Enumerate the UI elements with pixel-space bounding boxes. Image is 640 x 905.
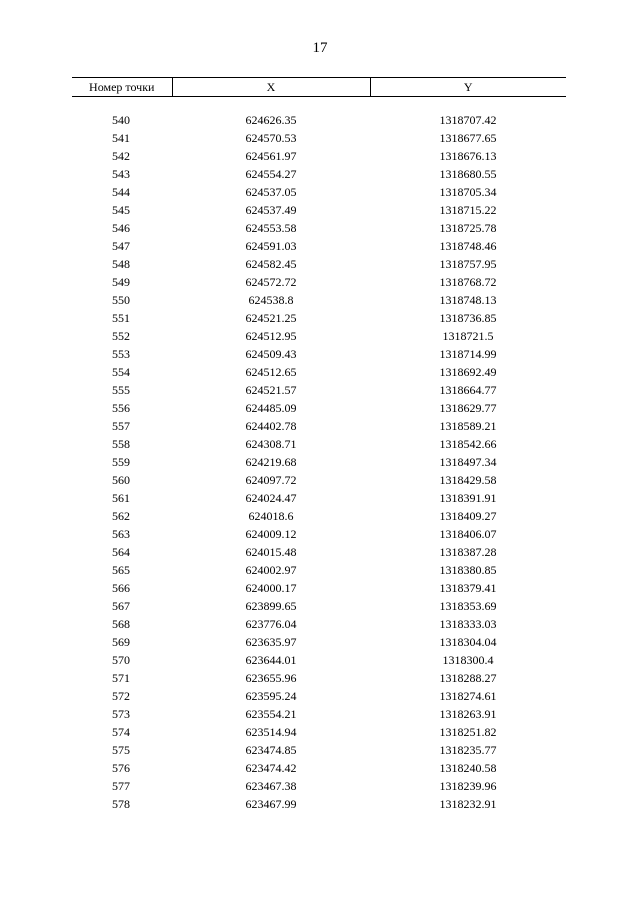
y-cell: 1318353.69 xyxy=(439,599,497,613)
x-cell: 624521.57 xyxy=(245,383,297,397)
point-number-cell: 549 xyxy=(112,275,130,289)
table-row xyxy=(72,219,566,237)
table-row xyxy=(72,201,566,219)
x-cell: 624512.95 xyxy=(245,329,297,343)
table-row xyxy=(72,111,566,129)
x-cell: 623899.65 xyxy=(245,599,297,613)
y-cell: 1318235.77 xyxy=(439,743,497,757)
x-cell: 624015.48 xyxy=(245,545,297,559)
table-row xyxy=(72,633,566,651)
x-cell: 624000.17 xyxy=(245,581,297,595)
point-number-cell: 546 xyxy=(112,221,130,235)
table-row xyxy=(72,525,566,543)
x-cell: 624485.09 xyxy=(245,401,297,415)
x-cell: 624554.27 xyxy=(245,167,297,181)
x-cell: 624553.58 xyxy=(245,221,297,235)
x-cell: 623655.96 xyxy=(245,671,297,685)
point-number-cell: 541 xyxy=(112,131,130,145)
y-cell: 1318263.91 xyxy=(439,707,497,721)
point-number-cell: 556 xyxy=(112,401,130,415)
x-cell: 624561.97 xyxy=(245,149,297,163)
table-row xyxy=(72,759,566,777)
table-row xyxy=(72,615,566,633)
point-number-cell: 569 xyxy=(112,635,130,649)
y-cell: 1318409.27 xyxy=(439,509,497,523)
table-row xyxy=(72,147,566,165)
x-cell: 623554.21 xyxy=(245,707,297,721)
x-cell: 623595.24 xyxy=(245,689,297,703)
page-number: 17 xyxy=(312,40,328,56)
table-row xyxy=(72,741,566,759)
table-row xyxy=(72,291,566,309)
point-number-cell: 551 xyxy=(112,311,130,325)
table-row xyxy=(72,399,566,417)
y-cell: 1318288.27 xyxy=(439,671,497,685)
y-cell: 1318692.49 xyxy=(439,365,497,379)
x-cell: 624009.12 xyxy=(245,527,297,541)
point-number-cell: 570 xyxy=(112,653,130,667)
y-cell: 1318239.96 xyxy=(439,779,497,793)
x-cell: 623467.38 xyxy=(245,779,297,793)
x-cell: 624024.47 xyxy=(245,491,297,505)
x-cell: 624591.03 xyxy=(245,239,297,253)
y-cell: 1318748.46 xyxy=(439,239,497,253)
point-number-cell: 547 xyxy=(112,239,130,253)
x-cell: 624626.35 xyxy=(245,113,297,127)
x-cell: 623514.94 xyxy=(245,725,297,739)
point-number-cell: 544 xyxy=(112,185,130,199)
y-cell: 1318240.58 xyxy=(439,761,497,775)
point-number-cell: 572 xyxy=(112,689,130,703)
point-number-cell: 550 xyxy=(112,293,130,307)
x-cell: 623776.04 xyxy=(245,617,297,631)
y-cell: 1318333.03 xyxy=(439,617,497,631)
table-row xyxy=(72,453,566,471)
x-cell: 624572.72 xyxy=(245,275,297,289)
point-number-cell: 557 xyxy=(112,419,130,433)
header-row xyxy=(72,78,566,97)
x-cell: 624521.25 xyxy=(245,311,297,325)
point-number-cell: 578 xyxy=(112,797,130,811)
y-cell: 1318629.77 xyxy=(439,401,497,415)
table-row xyxy=(72,435,566,453)
x-cell: 623644.01 xyxy=(245,653,297,667)
header-point-number: Номер точки xyxy=(72,78,172,97)
y-cell: 1318757.95 xyxy=(439,257,497,271)
y-cell: 1318677.65 xyxy=(439,131,497,145)
point-number-cell: 561 xyxy=(112,491,130,505)
point-number-cell: 558 xyxy=(112,437,130,451)
table-row xyxy=(72,309,566,327)
header-y: Y xyxy=(370,78,566,97)
x-cell: 624509.43 xyxy=(245,347,297,361)
y-cell: 1318680.55 xyxy=(439,167,497,181)
x-cell: 624402.78 xyxy=(245,419,297,433)
point-number-cell: 559 xyxy=(112,455,130,469)
point-number-cell: 566 xyxy=(112,581,130,595)
point-number-cell: 564 xyxy=(112,545,130,559)
x-cell: 624537.05 xyxy=(245,185,297,199)
table-row xyxy=(72,129,566,147)
table-row xyxy=(72,327,566,345)
x-cell: 624018.6 xyxy=(248,509,294,523)
x-cell: 624097.72 xyxy=(245,473,297,487)
point-number-cell: 542 xyxy=(112,149,130,163)
table-body xyxy=(72,97,566,814)
table-row xyxy=(72,543,566,561)
point-number-cell: 565 xyxy=(112,563,130,577)
y-cell: 1318714.99 xyxy=(439,347,497,361)
table-row xyxy=(72,345,566,363)
point-number-cell: 575 xyxy=(112,743,130,757)
coordinates-table xyxy=(72,77,566,813)
point-number-cell: 543 xyxy=(112,167,130,181)
point-number-cell: 560 xyxy=(112,473,130,487)
x-cell: 624582.45 xyxy=(245,257,297,271)
y-cell: 1318274.61 xyxy=(439,689,497,703)
y-cell: 1318232.91 xyxy=(439,797,497,811)
point-number-cell: 576 xyxy=(112,761,130,775)
table-row xyxy=(72,795,566,813)
point-number-cell: 574 xyxy=(112,725,130,739)
x-cell: 624537.49 xyxy=(245,203,297,217)
table-row xyxy=(72,669,566,687)
table-row xyxy=(72,723,566,741)
table-row xyxy=(72,777,566,795)
table-row xyxy=(72,687,566,705)
point-number-cell: 573 xyxy=(112,707,130,721)
table-row xyxy=(72,237,566,255)
table-row xyxy=(72,183,566,201)
point-number-cell: 548 xyxy=(112,257,130,271)
x-cell: 624308.71 xyxy=(245,437,297,451)
y-cell: 1318736.85 xyxy=(439,311,497,325)
y-cell: 1318589.21 xyxy=(439,419,497,433)
table-row xyxy=(72,273,566,291)
point-number-cell: 552 xyxy=(112,329,130,343)
x-cell: 624219.68 xyxy=(245,455,297,469)
table-row xyxy=(72,255,566,273)
y-cell: 1318664.77 xyxy=(439,383,497,397)
table-row xyxy=(72,651,566,669)
x-cell: 624512.65 xyxy=(245,365,297,379)
y-cell: 1318721.5 xyxy=(442,329,494,343)
table-row xyxy=(72,705,566,723)
point-number-cell: 540 xyxy=(112,113,130,127)
y-cell: 1318387.28 xyxy=(439,545,497,559)
y-cell: 1318380.85 xyxy=(439,563,497,577)
y-cell: 1318251.82 xyxy=(439,725,497,739)
point-number-cell: 577 xyxy=(112,779,130,793)
table-row xyxy=(72,579,566,597)
table-row xyxy=(72,507,566,525)
y-cell: 1318300.4 xyxy=(442,653,494,667)
table-row xyxy=(72,471,566,489)
y-cell: 1318707.42 xyxy=(439,113,497,127)
y-cell: 1318768.72 xyxy=(439,275,497,289)
point-number-cell: 563 xyxy=(112,527,130,541)
table-row xyxy=(72,363,566,381)
y-cell: 1318497.34 xyxy=(439,455,497,469)
y-cell: 1318705.34 xyxy=(439,185,497,199)
y-cell: 1318715.22 xyxy=(439,203,497,217)
x-cell: 623635.97 xyxy=(245,635,297,649)
y-cell: 1318379.41 xyxy=(439,581,497,595)
x-cell: 624538.8 xyxy=(248,293,294,307)
y-cell: 1318676.13 xyxy=(439,149,497,163)
y-cell: 1318429.58 xyxy=(439,473,497,487)
header-spacer xyxy=(72,97,566,112)
point-number-cell: 568 xyxy=(112,617,130,631)
point-number-cell: 562 xyxy=(112,509,130,523)
point-number-cell: 553 xyxy=(112,347,130,361)
y-cell: 1318725.78 xyxy=(439,221,497,235)
point-number-cell: 571 xyxy=(112,671,130,685)
point-number-cell: 545 xyxy=(112,203,130,217)
table-row xyxy=(72,561,566,579)
y-cell: 1318391.91 xyxy=(439,491,497,505)
table-row xyxy=(72,597,566,615)
y-cell: 1318406.07 xyxy=(439,527,497,541)
point-number-cell: 567 xyxy=(112,599,130,613)
table-header xyxy=(72,78,566,97)
x-cell: 624002.97 xyxy=(245,563,297,577)
y-cell: 1318542.66 xyxy=(439,437,497,451)
x-cell: 623474.85 xyxy=(245,743,297,757)
table-row xyxy=(72,381,566,399)
point-number-cell: 554 xyxy=(112,365,130,379)
y-cell: 1318748.13 xyxy=(439,293,497,307)
x-cell: 624570.53 xyxy=(245,131,297,145)
table-row xyxy=(72,417,566,435)
x-cell: 623474.42 xyxy=(245,761,297,775)
table-row xyxy=(72,489,566,507)
x-cell: 623467.99 xyxy=(245,797,297,811)
table-row xyxy=(72,165,566,183)
point-number-cell: 555 xyxy=(112,383,130,397)
y-cell: 1318304.04 xyxy=(439,635,497,649)
header-x: X xyxy=(172,78,370,97)
